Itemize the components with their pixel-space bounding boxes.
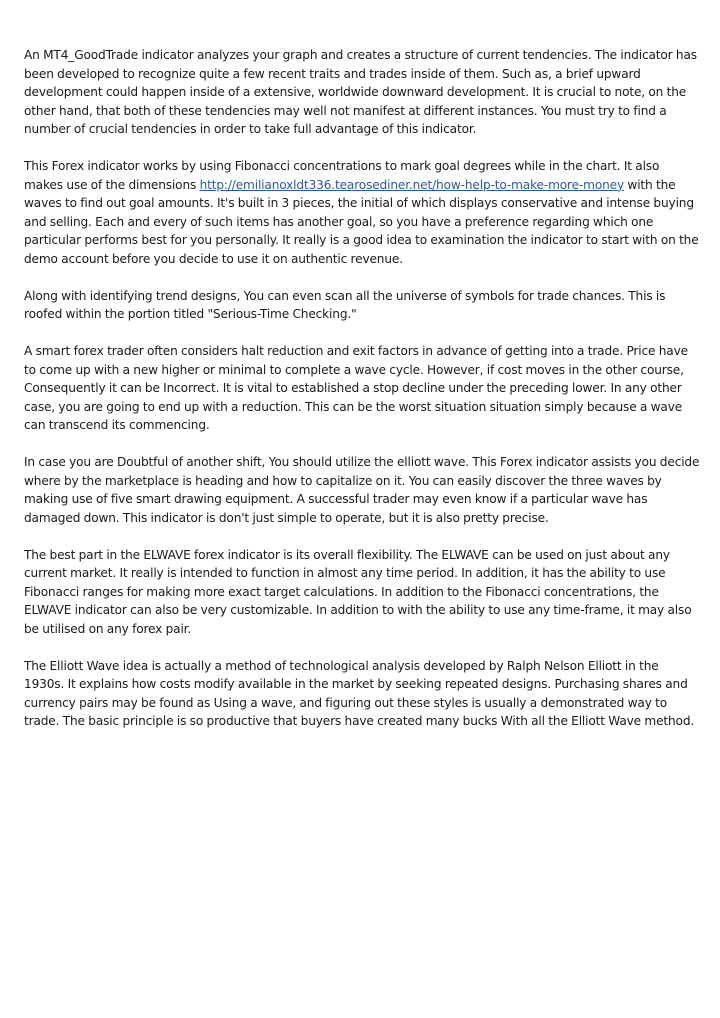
paragraph-fibonacci-text-after: with the waves to find out goal amounts. It's built in 3 pieces, the initial of which displays conservative and intense buying and selling. Each and every of such items has another goal, so you have a preference regarding which one particular performs best for you personally. It really is a good idea to examination the indicator to start with on the demo account before you decide to use it on authentic revenue. [24,177,699,266]
paragraph-fibonacci-text-before: This Forex indicator works by using Fibonacci concentrations to mark goal degrees while in the chart. It also makes use of the dimensions [24,159,660,192]
paragraph-trend-designs: Along with identifying trend designs, You can even scan all the universe of symbols for trade chances. This is roofed within the portion titled "Serious-Time Checking." [24,288,666,321]
paragraph-fibonacci [24,157,700,268]
paragraph-elliott-wave-usage: In case you are Doubtful of another shift, You should utilize the elliott wave. This Forex indicator assists you decide where by the marketplace is heading and how to capitalize on it. You can easily discover the three waves by making use of five smart drawing equipment. A successful trader may even know if a particular wave has damaged down. This indicator is don't just simple to operate, but it is also pretty precise. [24,455,700,525]
paragraph-stop-reduction: A smart forex trader often considers halt reduction and exit factors in advance of getting into a trade. Price have to come up with a new higher or minimal to complete a wave cycle. However, if cost moves in the other course, Consequently it can be Incorrect. It is vital to established a stop decline under the preceding lower. In any other case, you are going to end up with a reduction. This can be the worst situation situation simply because a wave can transcend its commencing. [24,344,688,432]
paragraph-mt4-goodtrade: An MT4_GoodTrade indicator analyzes your graph and creates a structure of current tendencies. The indicator has been developed to recognize quite a few recent traits and trades inside of them. Such as, a brief upward development could happen inside of a extensive, worldwide downward development. It is crucial to note, on the other hand, that both of these tendencies may well not manifest at different instances. You must try to find a number of crucial tendencies in order to take full advantage of this indicator. [24,48,697,136]
paragraph-elliott-wave-idea: The Elliott Wave idea is actually a method of technological analysis developed by Ralph Nelson Elliott in the 1930s. It explains how costs modify available in the market by seeking repeated designs. Purchasing shares and currency pairs may be found as Using a wave, and figuring out these styles is usually a demonstrated way to trade. The basic principle is so productive that buyers have created many bucks With all the Elliott Wave method. [24,658,695,728]
article-link[interactable]: http://emilianoxldt336.tearosediner.net/how-help-to-make-more-money [199,177,625,192]
document-body [24,46,700,749]
paragraph-elwave-flexibility: The best part in the ELWAVE forex indicator is its overall flexibility. The ELWAVE can be used on just about any current market. It really is intended to function in almost any time period. In addition, it has the ability to use Fibonacci ranges for making more exact target calculations. In addition to the Fibonacci concentrations, the ELWAVE indicator can also be very customizable. In addition to with the ability to use any time-frame, it may also be utilised on any forex pair. [24,547,692,636]
